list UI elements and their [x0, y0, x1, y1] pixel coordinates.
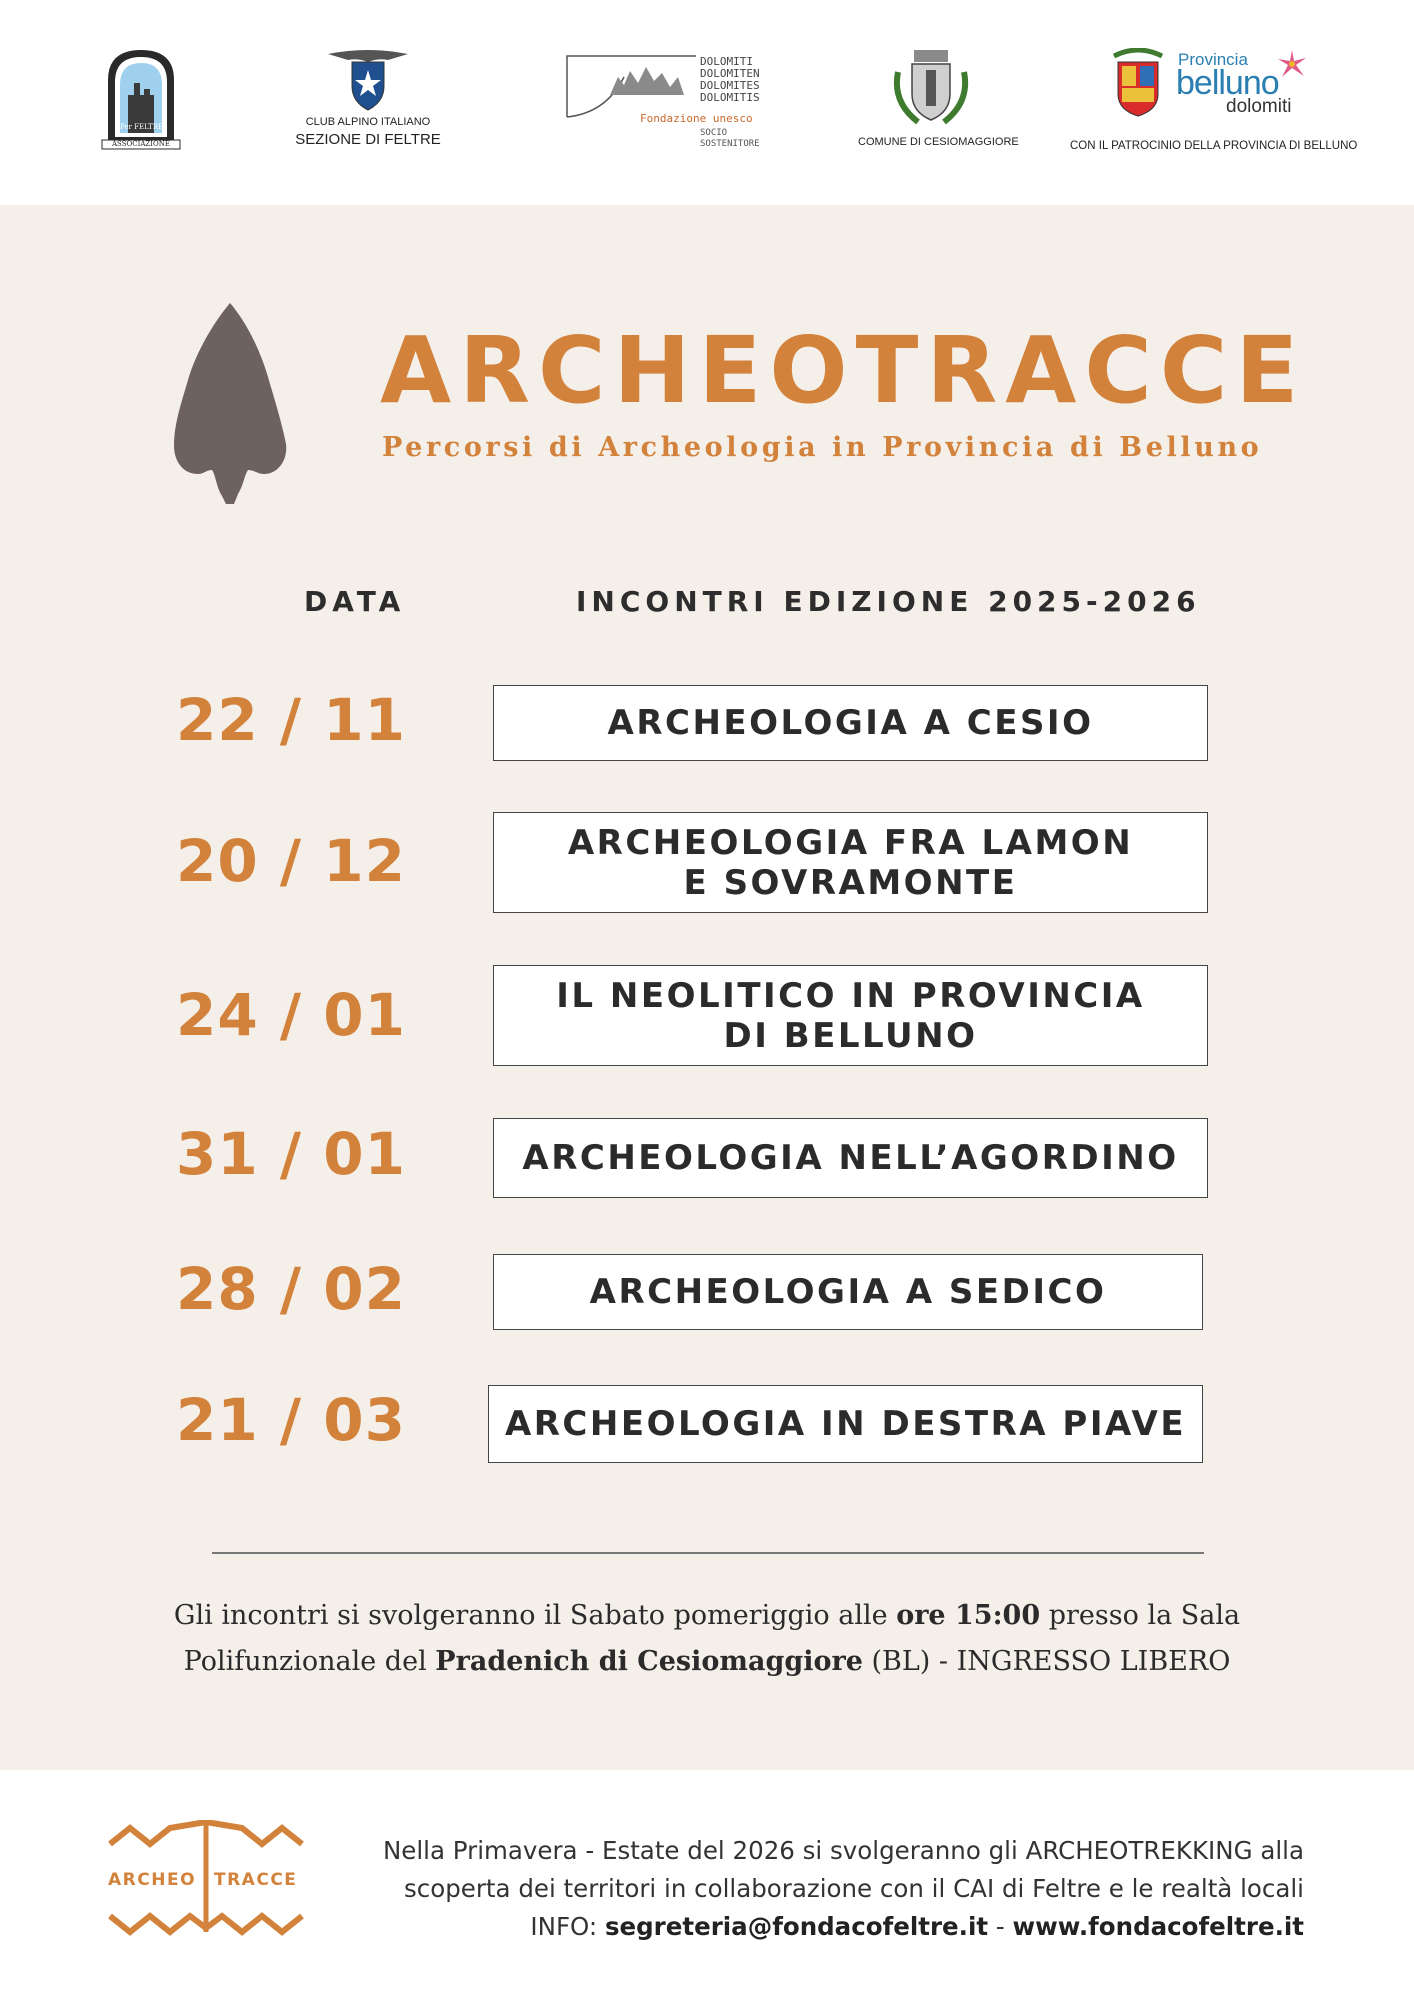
- event-title-line1: ARCHEOLOGIA A SEDICO: [589, 1272, 1107, 1312]
- event-date: 20 / 12: [176, 827, 406, 895]
- event-box: [493, 965, 1208, 1066]
- event-title: [590, 1272, 1107, 1312]
- event-title: [608, 703, 1094, 743]
- event-date: 24 / 01: [176, 981, 406, 1049]
- footer-line-2: scoperta dei territori in collaborazione con il CAI di Feltre e le realtà locali: [404, 1874, 1304, 1903]
- event-box: [493, 1118, 1208, 1198]
- event-title: [568, 823, 1133, 903]
- event-box: [493, 812, 1208, 913]
- info-line-2: [120, 1646, 1294, 1677]
- info-text: Gli incontri si svolgeranno il Sabato pomeriggio alle: [173, 1600, 897, 1631]
- event-date: 28 / 02: [176, 1255, 406, 1323]
- event-title-line2: DI BELLUNO: [723, 1015, 978, 1056]
- event-box: [488, 1385, 1203, 1463]
- cai-line2: SEZIONE DI FELTRE: [295, 131, 441, 148]
- events-column-header: INCONTRI EDIZIONE 2025-2026: [576, 585, 1201, 618]
- logo-per-feltre: [100, 45, 182, 150]
- dolomiti-de: DOLOMITEN: [700, 67, 760, 80]
- dolomiti-languages: [700, 56, 760, 104]
- info-text: (BL) - INGRESSO LIBERO: [862, 1646, 1231, 1677]
- event-title-line1: ARCHEOLOGIA A CESIO: [607, 703, 1094, 743]
- fondazione-label: [640, 112, 753, 125]
- info-time: ore 15:00: [896, 1600, 1041, 1631]
- event-title-line1: ARCHEOLOGIA FRA LAMON: [567, 822, 1134, 863]
- footer-line-1: Nella Primavera - Estate del 2026 si svolgeranno gli ARCHEOTREKKING alla: [382, 1836, 1304, 1865]
- event-title-line1: ARCHEOLOGIA IN DESTRA PIAVE: [504, 1404, 1187, 1444]
- provincia-label: Provincia: [1178, 50, 1248, 69]
- event-date: 21 / 03: [176, 1386, 406, 1454]
- associazione-label: ASSOCIAZIONE: [111, 140, 171, 148]
- info-line-1: [120, 1600, 1294, 1631]
- cai-line1: CLUB ALPINO ITALIANO: [305, 116, 431, 128]
- footer-line-3: [530, 1912, 1304, 1941]
- page-title: ARCHEOTRACCE: [380, 317, 1307, 424]
- info-label: INFO:: [530, 1912, 605, 1941]
- info-venue: Pradenich di Cesiomaggiore: [435, 1646, 863, 1677]
- dolomiti-lad: DOLOMITIS: [700, 91, 760, 104]
- cesiomaggiore-crest-icon: [888, 42, 974, 130]
- website-link[interactable]: www.fondacofeltre.it: [1012, 1912, 1304, 1941]
- footer-logo-archeo: ARCHEO: [108, 1870, 197, 1890]
- date-column-header: DATA: [304, 585, 406, 618]
- separator: -: [988, 1912, 1013, 1941]
- page-subtitle: Percorsi di Archeologia in Provincia di Belluno: [382, 432, 1263, 463]
- provincia-star-icon: [1276, 48, 1308, 80]
- dolomiti-label: dolomiti: [1226, 96, 1292, 117]
- event-title: [505, 1404, 1186, 1444]
- event-title-line2: E SOVRAMONTE: [683, 862, 1018, 903]
- dolomiti-it: DOLOMITI: [700, 55, 753, 68]
- belluno-label: belluno: [1176, 64, 1279, 102]
- patrocinio-caption: CON IL PATROCINIO DELLA PROVINCIA DI BELLUNO: [1070, 140, 1358, 152]
- divider-rule: [212, 1552, 1204, 1554]
- provincia-crest-icon: [1110, 48, 1166, 118]
- per-feltre-label: Per FELTRE: [120, 123, 164, 131]
- event-date: 31 / 01: [176, 1120, 406, 1188]
- cai-eagle-icon: [326, 48, 410, 114]
- event-title: [556, 976, 1144, 1056]
- footer-logo-tracce: TRACCE: [214, 1870, 298, 1890]
- event-box: [493, 1254, 1203, 1330]
- event-title-line1: IL NEOLITICO IN PROVINCIA: [556, 975, 1145, 1016]
- event-title-line1: ARCHEOLOGIA NELL’AGORDINO: [522, 1138, 1179, 1178]
- event-box: [493, 685, 1208, 761]
- event-title: [522, 1138, 1178, 1178]
- cesiomaggiore-caption: COMUNE DI CESIOMAGGIORE: [858, 136, 1019, 148]
- info-text: Polifunzionale del: [183, 1646, 436, 1677]
- event-date: 22 / 11: [176, 686, 406, 754]
- dolomiti-fr: DOLOMITES: [700, 79, 760, 92]
- email-link[interactable]: segreteria@fondacofeltre.it: [604, 1912, 989, 1941]
- socio-label: SOCIO: [700, 128, 728, 138]
- fondazione-text: Fondazione: [640, 112, 707, 125]
- info-text: presso la Sala: [1040, 1600, 1241, 1631]
- per-feltre-logo-icon: [100, 45, 182, 150]
- sostenitore-label: SOSTENITORE: [700, 139, 760, 149]
- unesco-text: unesco: [712, 112, 753, 125]
- arrowhead-icon: [172, 300, 290, 506]
